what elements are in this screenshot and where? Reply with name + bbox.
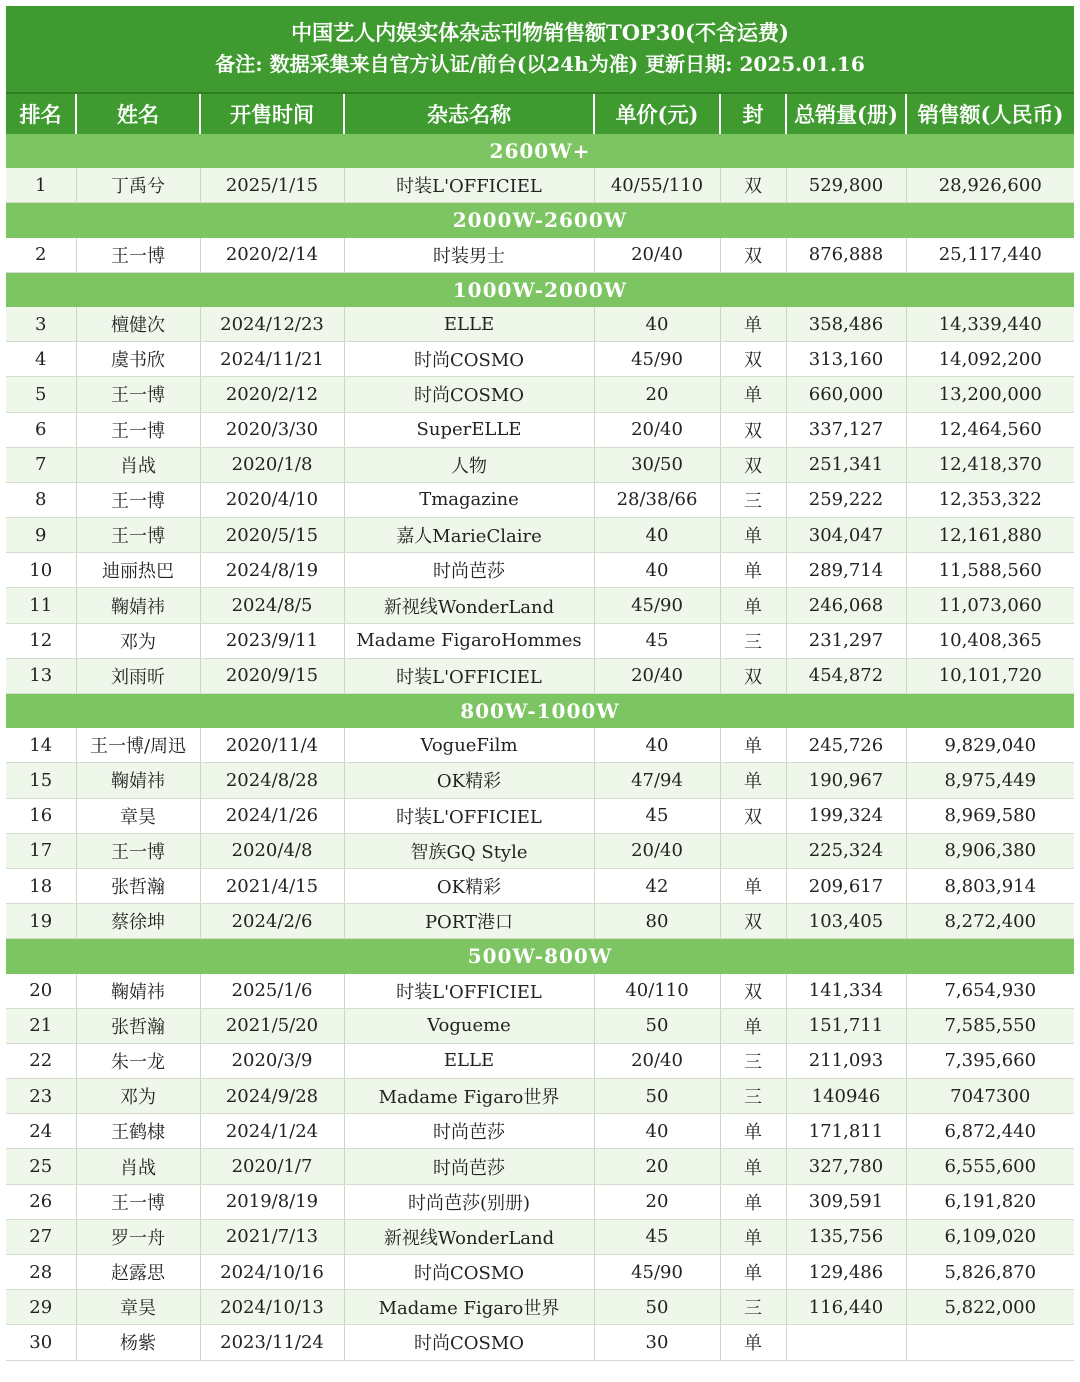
cell-cover: 双 [720, 447, 786, 482]
cell-magazine: Madame Figaro世界 [344, 1079, 594, 1114]
cell-release-date: 2020/4/8 [200, 833, 344, 868]
cell-rank: 3 [6, 307, 76, 342]
cell-total-sales: 304,047 [786, 518, 906, 553]
cell-revenue: 8,272,400 [906, 904, 1074, 939]
table-row [6, 833, 1074, 868]
table-row [6, 518, 1074, 553]
table-row [6, 238, 1074, 273]
cell-release-date: 2024/8/28 [200, 763, 344, 798]
cell-magazine: 时装男士 [344, 238, 594, 273]
cell-release-date: 2020/3/9 [200, 1043, 344, 1078]
cell-release-date: 2020/3/30 [200, 412, 344, 447]
cell-cover: 单 [720, 307, 786, 342]
cell-price: 20/40 [594, 412, 720, 447]
cell-magazine: Madame FigaroHommes [344, 623, 594, 658]
cell-magazine: 时装L'OFFICIEL [344, 168, 594, 203]
cell-revenue [906, 1325, 1074, 1360]
col-header-rank: 排名 [6, 94, 76, 134]
cell-release-date: 2023/9/11 [200, 623, 344, 658]
cell-price: 20/40 [594, 658, 720, 693]
cell-name: 章昊 [76, 798, 200, 833]
table-row [6, 974, 1074, 1009]
cell-cover: 单 [720, 1219, 786, 1254]
cell-rank: 13 [6, 658, 76, 693]
cell-price: 20 [594, 377, 720, 412]
cell-price: 30/50 [594, 447, 720, 482]
cell-rank: 2 [6, 238, 76, 273]
cell-magazine: ELLE [344, 307, 594, 342]
cell-rank: 7 [6, 447, 76, 482]
cell-price: 30 [594, 1325, 720, 1360]
cell-magazine: 时装L'OFFICIEL [344, 974, 594, 1009]
cell-total-sales: 245,726 [786, 728, 906, 763]
cell-rank: 20 [6, 974, 76, 1009]
table-row [6, 1325, 1074, 1360]
table-row [6, 1043, 1074, 1078]
cell-release-date: 2021/4/15 [200, 868, 344, 903]
cell-total-sales [786, 1325, 906, 1360]
cell-release-date: 2020/9/15 [200, 658, 344, 693]
cell-rank: 24 [6, 1114, 76, 1149]
cell-price: 40 [594, 518, 720, 553]
table-row [6, 482, 1074, 517]
cell-price: 47/94 [594, 763, 720, 798]
cell-price: 80 [594, 904, 720, 939]
cell-total-sales: 337,127 [786, 412, 906, 447]
cell-magazine: Vogueme [344, 1008, 594, 1043]
section-label: 2000W-2600W [6, 203, 1074, 238]
section-band [6, 134, 1074, 168]
cell-total-sales: 231,297 [786, 623, 906, 658]
table-row [6, 1008, 1074, 1043]
cell-release-date: 2024/1/26 [200, 798, 344, 833]
cell-revenue: 9,829,040 [906, 728, 1074, 763]
col-header-release-date: 开售时间 [200, 94, 344, 134]
cell-price: 45 [594, 623, 720, 658]
cell-total-sales: 190,967 [786, 763, 906, 798]
table-row [6, 1184, 1074, 1219]
cell-rank: 15 [6, 763, 76, 798]
cell-name: 王一博 [76, 412, 200, 447]
cell-name: 鞠婧祎 [76, 974, 200, 1009]
cell-cover: 三 [720, 1079, 786, 1114]
cell-cover: 单 [720, 518, 786, 553]
section-band [6, 939, 1074, 974]
cell-release-date: 2024/11/21 [200, 342, 344, 377]
cell-cover: 单 [720, 728, 786, 763]
cell-total-sales: 454,872 [786, 658, 906, 693]
cell-magazine: 智族GQ Style [344, 833, 594, 868]
cell-cover: 双 [720, 238, 786, 273]
cell-cover: 单 [720, 1325, 786, 1360]
cell-cover [720, 833, 786, 868]
cell-revenue: 12,161,880 [906, 518, 1074, 553]
cell-revenue: 7047300 [906, 1079, 1074, 1114]
cell-release-date: 2023/11/24 [200, 1325, 344, 1360]
table-row [6, 1149, 1074, 1184]
cell-revenue: 12,418,370 [906, 447, 1074, 482]
cell-total-sales: 171,811 [786, 1114, 906, 1149]
cell-cover: 单 [720, 553, 786, 588]
cell-name: 肖战 [76, 1149, 200, 1184]
cell-release-date: 2020/2/14 [200, 238, 344, 273]
cell-cover: 双 [720, 798, 786, 833]
cell-rank: 16 [6, 798, 76, 833]
table-row [6, 763, 1074, 798]
cell-revenue: 5,826,870 [906, 1255, 1074, 1290]
cell-revenue: 6,555,600 [906, 1149, 1074, 1184]
cell-name: 王一博 [76, 518, 200, 553]
table-row [6, 868, 1074, 903]
table-row [6, 658, 1074, 693]
cell-cover: 三 [720, 1043, 786, 1078]
cell-name: 王鹤棣 [76, 1114, 200, 1149]
cell-cover: 双 [720, 412, 786, 447]
cell-rank: 28 [6, 1255, 76, 1290]
cell-rank: 21 [6, 1008, 76, 1043]
cell-release-date: 2024/12/23 [200, 307, 344, 342]
table-row [6, 728, 1074, 763]
section-band [6, 694, 1074, 729]
cell-magazine: 时尚COSMO [344, 1255, 594, 1290]
cell-price: 50 [594, 1290, 720, 1325]
cell-total-sales: 199,324 [786, 798, 906, 833]
cell-total-sales: 135,756 [786, 1219, 906, 1254]
cell-name: 赵露思 [76, 1255, 200, 1290]
cell-rank: 12 [6, 623, 76, 658]
cell-name: 檀健次 [76, 307, 200, 342]
table-row [6, 553, 1074, 588]
cell-cover: 单 [720, 588, 786, 623]
cell-price: 20 [594, 1149, 720, 1184]
table-row [6, 377, 1074, 412]
cell-magazine: 时尚COSMO [344, 1325, 594, 1360]
cell-total-sales: 211,093 [786, 1043, 906, 1078]
sales-ranking-chart [6, 6, 1074, 1361]
cell-release-date: 2024/8/19 [200, 553, 344, 588]
cell-magazine: VogueFilm [344, 728, 594, 763]
cell-name: 朱一龙 [76, 1043, 200, 1078]
table-row [6, 342, 1074, 377]
col-header-revenue: 销售额(人民币) [906, 94, 1074, 134]
cell-price: 20/40 [594, 1043, 720, 1078]
col-header-price: 单价(元) [594, 94, 720, 134]
cell-cover: 单 [720, 1008, 786, 1043]
cell-total-sales: 225,324 [786, 833, 906, 868]
cell-rank: 4 [6, 342, 76, 377]
cell-price: 45 [594, 798, 720, 833]
cell-release-date: 2025/1/6 [200, 974, 344, 1009]
cell-total-sales: 313,160 [786, 342, 906, 377]
cell-cover: 双 [720, 904, 786, 939]
cell-total-sales: 876,888 [786, 238, 906, 273]
cell-total-sales: 309,591 [786, 1184, 906, 1219]
table-row [6, 447, 1074, 482]
cell-price: 28/38/66 [594, 482, 720, 517]
cell-name: 邓为 [76, 623, 200, 658]
cell-magazine: Tmagazine [344, 482, 594, 517]
cell-cover: 单 [720, 377, 786, 412]
cell-name: 杨紫 [76, 1325, 200, 1360]
cell-total-sales: 529,800 [786, 168, 906, 203]
cell-price: 50 [594, 1008, 720, 1043]
cell-cover: 双 [720, 168, 786, 203]
cell-magazine: OK精彩 [344, 763, 594, 798]
cell-revenue: 8,803,914 [906, 868, 1074, 903]
table-row [6, 1079, 1074, 1114]
cell-cover: 双 [720, 658, 786, 693]
cell-revenue: 7,654,930 [906, 974, 1074, 1009]
cell-name: 王一博 [76, 1184, 200, 1219]
table-row [6, 904, 1074, 939]
ranking-table [6, 94, 1074, 1361]
cell-revenue: 25,117,440 [906, 238, 1074, 273]
cell-magazine: ELLE [344, 1043, 594, 1078]
cell-name: 虞书欣 [76, 342, 200, 377]
cell-price: 20 [594, 1184, 720, 1219]
cell-rank: 19 [6, 904, 76, 939]
cell-rank: 11 [6, 588, 76, 623]
cell-cover: 三 [720, 1290, 786, 1325]
cell-rank: 23 [6, 1079, 76, 1114]
cell-magazine: 嘉人MarieClaire [344, 518, 594, 553]
cell-price: 40 [594, 553, 720, 588]
cell-magazine: 人物 [344, 447, 594, 482]
cell-rank: 9 [6, 518, 76, 553]
cell-magazine: 时尚芭莎 [344, 553, 594, 588]
cell-name: 刘雨昕 [76, 658, 200, 693]
cell-name: 王一博 [76, 238, 200, 273]
cell-magazine: 时装L'OFFICIEL [344, 798, 594, 833]
cell-cover: 单 [720, 1184, 786, 1219]
table-row [6, 1255, 1074, 1290]
cell-name: 肖战 [76, 447, 200, 482]
cell-rank: 1 [6, 168, 76, 203]
cell-revenue: 11,588,560 [906, 553, 1074, 588]
cell-rank: 25 [6, 1149, 76, 1184]
cell-release-date: 2020/1/7 [200, 1149, 344, 1184]
cell-name: 迪丽热巴 [76, 553, 200, 588]
cell-name: 章昊 [76, 1290, 200, 1325]
section-label: 2600W+ [6, 134, 1074, 168]
cell-revenue: 11,073,060 [906, 588, 1074, 623]
cell-revenue: 12,464,560 [906, 412, 1074, 447]
col-header-magazine: 杂志名称 [344, 94, 594, 134]
cell-rank: 22 [6, 1043, 76, 1078]
cell-price: 42 [594, 868, 720, 903]
table-row [6, 1290, 1074, 1325]
cell-magazine: SuperELLE [344, 412, 594, 447]
cell-price: 40/110 [594, 974, 720, 1009]
cell-total-sales: 140946 [786, 1079, 906, 1114]
cell-name: 蔡徐坤 [76, 904, 200, 939]
cell-cover: 单 [720, 763, 786, 798]
cell-total-sales: 327,780 [786, 1149, 906, 1184]
cell-cover: 单 [720, 1149, 786, 1184]
cell-magazine: PORT港口 [344, 904, 594, 939]
section-label: 1000W-2000W [6, 272, 1074, 307]
cell-price: 45/90 [594, 1255, 720, 1290]
cell-revenue: 7,585,550 [906, 1008, 1074, 1043]
section-label: 800W-1000W [6, 694, 1074, 729]
cell-name: 鞠婧祎 [76, 588, 200, 623]
cell-total-sales: 251,341 [786, 447, 906, 482]
cell-total-sales: 358,486 [786, 307, 906, 342]
cell-name: 张哲瀚 [76, 868, 200, 903]
cell-name: 罗一舟 [76, 1219, 200, 1254]
cell-release-date: 2024/10/16 [200, 1255, 344, 1290]
cell-cover: 单 [720, 1255, 786, 1290]
cell-revenue: 5,822,000 [906, 1290, 1074, 1325]
cell-total-sales: 660,000 [786, 377, 906, 412]
cell-rank: 18 [6, 868, 76, 903]
table-row [6, 1114, 1074, 1149]
cell-name: 张哲瀚 [76, 1008, 200, 1043]
header-row [6, 94, 1074, 134]
cell-price: 20/40 [594, 238, 720, 273]
cell-magazine: 时尚芭莎 [344, 1114, 594, 1149]
cell-revenue: 28,926,600 [906, 168, 1074, 203]
cell-cover: 单 [720, 868, 786, 903]
cell-price: 45/90 [594, 342, 720, 377]
title-banner [6, 6, 1074, 94]
cell-price: 40 [594, 1114, 720, 1149]
cell-revenue: 6,872,440 [906, 1114, 1074, 1149]
cell-release-date: 2024/10/13 [200, 1290, 344, 1325]
cell-name: 丁禹兮 [76, 168, 200, 203]
cell-release-date: 2024/2/6 [200, 904, 344, 939]
cell-release-date: 2020/1/8 [200, 447, 344, 482]
cell-rank: 30 [6, 1325, 76, 1360]
section-label: 500W-800W [6, 939, 1074, 974]
cell-name: 王一博 [76, 377, 200, 412]
chart-title: 中国艺人内娱实体杂志刊物销售额TOP30(不含运费) [291, 20, 789, 45]
table-row [6, 798, 1074, 833]
cell-price: 40/55/110 [594, 168, 720, 203]
cell-release-date: 2019/8/19 [200, 1184, 344, 1219]
cell-price: 20/40 [594, 833, 720, 868]
col-header-name: 姓名 [76, 94, 200, 134]
cell-name: 王一博 [76, 833, 200, 868]
cell-revenue: 13,200,000 [906, 377, 1074, 412]
cell-revenue: 10,101,720 [906, 658, 1074, 693]
cell-magazine: 时尚芭莎(别册) [344, 1184, 594, 1219]
cell-total-sales: 151,711 [786, 1008, 906, 1043]
cell-rank: 6 [6, 412, 76, 447]
cell-release-date: 2020/4/10 [200, 482, 344, 517]
cell-rank: 29 [6, 1290, 76, 1325]
cell-magazine: 时装L'OFFICIEL [344, 658, 594, 693]
cell-magazine: 时尚COSMO [344, 342, 594, 377]
cell-magazine: 时尚芭莎 [344, 1149, 594, 1184]
cell-total-sales: 103,405 [786, 904, 906, 939]
cell-price: 50 [594, 1079, 720, 1114]
cell-revenue: 7,395,660 [906, 1043, 1074, 1078]
cell-price: 45 [594, 1219, 720, 1254]
cell-magazine: 新视线WonderLand [344, 1219, 594, 1254]
cell-total-sales: 289,714 [786, 553, 906, 588]
cell-magazine: OK精彩 [344, 868, 594, 903]
cell-magazine: 新视线WonderLand [344, 588, 594, 623]
cell-name: 王一博/周迅 [76, 728, 200, 763]
cell-total-sales: 129,486 [786, 1255, 906, 1290]
cell-release-date: 2024/8/5 [200, 588, 344, 623]
col-header-total-sales: 总销量(册) [786, 94, 906, 134]
cell-price: 40 [594, 728, 720, 763]
cell-revenue: 10,408,365 [906, 623, 1074, 658]
section-band [6, 272, 1074, 307]
cell-release-date: 2020/5/15 [200, 518, 344, 553]
cell-cover: 三 [720, 482, 786, 517]
col-header-cover: 封 [720, 94, 786, 134]
cell-release-date: 2021/7/13 [200, 1219, 344, 1254]
cell-price: 45/90 [594, 588, 720, 623]
cell-rank: 8 [6, 482, 76, 517]
cell-magazine: Madame Figaro世界 [344, 1290, 594, 1325]
cell-cover: 双 [720, 342, 786, 377]
cell-revenue: 14,092,200 [906, 342, 1074, 377]
table-row [6, 168, 1074, 203]
cell-rank: 5 [6, 377, 76, 412]
cell-revenue: 14,339,440 [906, 307, 1074, 342]
cell-revenue: 8,975,449 [906, 763, 1074, 798]
cell-name: 王一博 [76, 482, 200, 517]
cell-release-date: 2021/5/20 [200, 1008, 344, 1043]
cell-rank: 26 [6, 1184, 76, 1219]
cell-name: 鞠婧祎 [76, 763, 200, 798]
cell-rank: 27 [6, 1219, 76, 1254]
cell-release-date: 2024/9/28 [200, 1079, 344, 1114]
cell-price: 40 [594, 307, 720, 342]
cell-release-date: 2020/2/12 [200, 377, 344, 412]
cell-total-sales: 259,222 [786, 482, 906, 517]
cell-rank: 14 [6, 728, 76, 763]
cell-total-sales: 209,617 [786, 868, 906, 903]
cell-revenue: 6,109,020 [906, 1219, 1074, 1254]
cell-release-date: 2020/11/4 [200, 728, 344, 763]
cell-total-sales: 116,440 [786, 1290, 906, 1325]
cell-release-date: 2025/1/15 [200, 168, 344, 203]
cell-rank: 10 [6, 553, 76, 588]
cell-cover: 单 [720, 1114, 786, 1149]
chart-subtitle: 备注: 数据采集来自官方认证/前台(以24h为准) 更新日期: 2025.01.16 [215, 52, 865, 76]
table-row [6, 623, 1074, 658]
cell-name: 邓为 [76, 1079, 200, 1114]
cell-magazine: 时尚COSMO [344, 377, 594, 412]
section-band [6, 203, 1074, 238]
cell-total-sales: 246,068 [786, 588, 906, 623]
table-body [6, 134, 1074, 1360]
table-row [6, 588, 1074, 623]
cell-rank: 17 [6, 833, 76, 868]
cell-total-sales: 141,334 [786, 974, 906, 1009]
cell-revenue: 8,969,580 [906, 798, 1074, 833]
cell-cover: 双 [720, 974, 786, 1009]
table-row [6, 412, 1074, 447]
cell-revenue: 8,906,380 [906, 833, 1074, 868]
cell-release-date: 2024/1/24 [200, 1114, 344, 1149]
table-row [6, 307, 1074, 342]
cell-revenue: 12,353,322 [906, 482, 1074, 517]
cell-revenue: 6,191,820 [906, 1184, 1074, 1219]
cell-cover: 三 [720, 623, 786, 658]
table-row [6, 1219, 1074, 1254]
